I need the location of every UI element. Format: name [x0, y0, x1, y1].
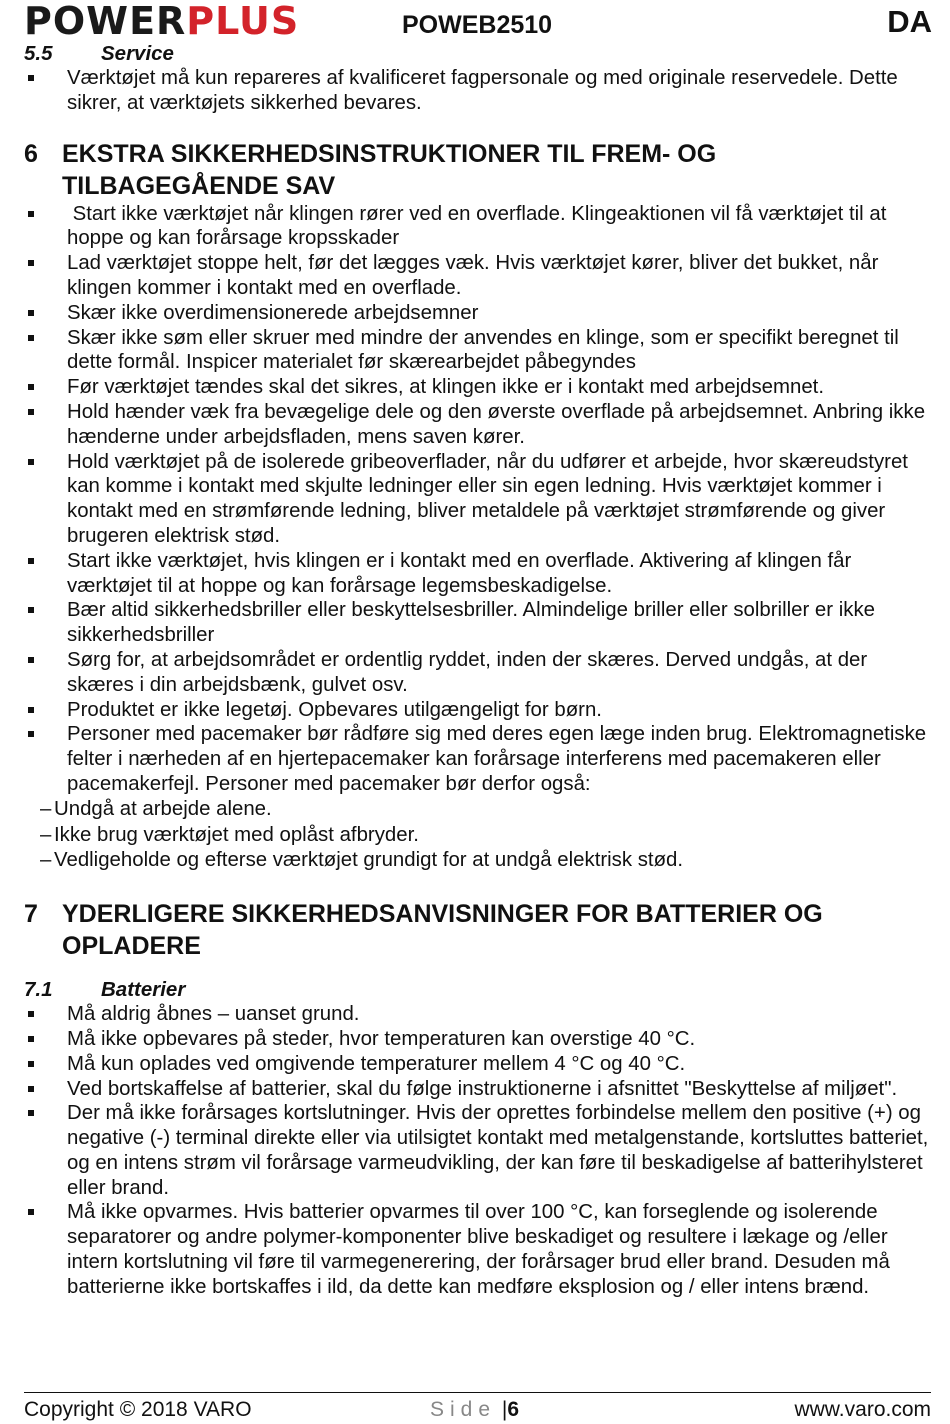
list-item: [24, 326, 930, 376]
section-heading-7: [24, 898, 930, 962]
bullet-marker: [28, 657, 34, 663]
subsection-heading-batterier: [24, 978, 930, 1002]
list-item: [24, 1200, 930, 1299]
battery-bullet-list: [24, 1002, 930, 1300]
bullet-marker: [28, 558, 34, 564]
bullet-marker: [28, 310, 34, 316]
list-item-text: Bær altid sikkerhedsbriller eller beskyttelsesbriller. Almindelige briller eller solbriller er ikke sikkerhedsbriller: [67, 599, 875, 647]
subsection-title: Service: [101, 42, 174, 65]
bullet-marker: [28, 1036, 34, 1042]
bullet-marker: [28, 335, 34, 341]
document-body: [24, 42, 930, 1300]
list-item: [24, 1077, 930, 1102]
page-number: 6: [507, 1398, 520, 1421]
bullet-marker: [28, 409, 34, 415]
list-item-text: Vedligeholde og efterse værktøjet grundigt for at undgå elektrisk stød.: [54, 849, 684, 872]
list-item-text: Ikke brug værktøjet med oplåst afbryder.: [54, 823, 419, 846]
list-item-text: Må ikke opvarmes. Hvis batterier opvarmes til over 100 °C, kan forseglende og isolerende separatorer og andre polymer-komponenter blive beskadiget og resultere i lækage og /eller intern kortslutning vil føre til varmegenerering, der forårsager brud eller brand. Desuden må batterierne ikke bortskaffes i ild, da dette kan medføre eksplosion og / eller intens brænd.: [67, 1201, 890, 1298]
bullet-marker: [28, 260, 34, 266]
list-item: [24, 698, 930, 723]
list-item: [24, 1027, 930, 1052]
page-header: [0, 0, 950, 44]
list-item: [24, 549, 930, 599]
section-heading-6: [24, 138, 930, 202]
dash-marker: –: [40, 797, 52, 820]
list-item: [24, 848, 930, 874]
list-item: [24, 66, 930, 116]
list-item-text: Skær ikke overdimensionerede arbejdsemner: [67, 301, 479, 324]
list-item-text: Lad værktøjet stoppe helt, før det lægges væk. Hvis værktøjet kører, bliver det bukket, når klingen kommer i kontakt med en overflade.: [67, 252, 879, 299]
list-item: [24, 1052, 930, 1077]
list-item: [24, 202, 930, 252]
list-item: [24, 251, 930, 301]
list-item-text: Produktet er ikke legetøj. Opbevares utilgængeligt for børn.: [67, 698, 602, 721]
side-label: Side: [430, 1398, 497, 1421]
bullet-marker: [28, 731, 34, 737]
page-separator: |: [501, 1398, 508, 1421]
section-number: 6: [24, 139, 38, 168]
list-item-text: Skær ikke søm eller skruer med mindre der anvendes en klinge, som er specifikt beregnet til dette formål. Inspicer materialet før skærearbejdet påbegyndes: [67, 326, 899, 374]
list-item-text: Må ikke opbevares på steder, hvor temperaturen kan overstige 40 °C.: [67, 1027, 696, 1050]
list-item-text: Må aldrig åbnes – uanset grund.: [67, 1003, 360, 1026]
language-code: DA: [887, 4, 932, 39]
list-item-text: Ved bortskaffelse af batterier, skal du følge instruktionerne i afsnittet "Beskyttelse af miljøet".: [67, 1077, 898, 1100]
subsection-heading-service: [24, 42, 930, 66]
section-number: 7: [24, 900, 38, 929]
section-title: YDERLIGERE SIKKERHEDSANVISNINGER FOR BATTERIER OG OPLADERE: [62, 900, 823, 961]
list-item-text: Værktøjet må kun repareres af kvalificeret fagpersonale og med originale reservedele. Dette sikrer, at værktøjets sikkerhed bevares.: [67, 67, 898, 114]
list-item: [24, 400, 930, 450]
list-item-text: Start ikke værktøjet, hvis klingen er i kontakt med en overflade. Aktivering af klingen får værktøjet til at hoppe og kan forårsage legemsbeskadigelse.: [67, 549, 852, 597]
service-bullet-list: [24, 66, 930, 116]
saw-safety-bullet-list: [24, 202, 930, 797]
copyright-text: Copyright © 2018 VARO: [24, 1398, 252, 1421]
list-item-text: Personer med pacemaker bør rådføre sig med deres egen læge inden brug. Elektromagnetiske felter i nærheden af en hjertepacemaker kan forårsage interferens med pacemakeren eller pacemakerfejl. Personer med pacemaker bør derfor også:: [67, 723, 927, 795]
subsection-number: 7.1: [24, 978, 53, 1002]
list-item: [24, 301, 930, 326]
list-item: [24, 797, 930, 823]
subsection-title: Batterier: [101, 978, 186, 1002]
bullet-marker: [28, 459, 34, 465]
dash-marker: –: [40, 823, 52, 846]
website-link[interactable]: www.varo.com: [794, 1398, 931, 1421]
list-item: [24, 823, 930, 849]
bullet-marker: [28, 211, 34, 217]
section-title: EKSTRA SIKKERHEDSINSTRUKTIONER TIL FREM- OG TILBAGEGÅENDE SAV: [62, 139, 717, 200]
list-item: [24, 598, 930, 648]
bullet-marker: [28, 75, 34, 81]
bullet-marker: [28, 1209, 34, 1215]
list-item: [24, 1101, 930, 1200]
list-item-text: Undgå at arbejde alene.: [54, 797, 272, 820]
bullet-marker: [28, 607, 34, 613]
list-item-text: Hold hænder væk fra bevægelige dele og den øverste overflade på arbejdsemnet. Anbring ikke hænderne under arbejdsfladen, mens saven kører.: [67, 400, 926, 448]
list-item-text: Må kun oplades ved omgivende temperaturer mellem 4 °C og 40 °C.: [67, 1052, 686, 1075]
logo-part-power: POWER: [24, 0, 187, 43]
page-footer: [24, 1392, 931, 1421]
list-item: [24, 722, 930, 796]
list-item: [24, 648, 930, 698]
list-item-text: Start ikke værktøjet når klingen rører ved en overflade. Klingeaktionen vil få værktøjet til at hoppe og kan forårsage kropsskader: [67, 202, 893, 250]
model-number: POWEB2510: [402, 11, 553, 39]
list-item-text: Hold værktøjet på de isolerede gribeoverflader, når du udfører et arbejde, hvor skæreudstyret kan komme i kontakt med skjulte ledninger eller sin egen ledning. Hvis værktøjet kommer i kontakt med en strømførende ledning, bliver metaldele på værktøjet strømførende og giver brugeren elektrisk stød.: [67, 450, 908, 547]
list-item-text: Sørg for, at arbejdsområdet er ordentlig ryddet, inden der skæres. Derved undgås, at der skæres i din arbejdsbænk, gulvet osv.: [67, 648, 868, 696]
page-indicator: [430, 1397, 519, 1423]
bullet-marker: [28, 1011, 34, 1017]
bullet-marker: [28, 707, 34, 713]
bullet-marker: [28, 1061, 34, 1067]
logo-part-plus: PLUS: [186, 0, 300, 43]
pacemaker-dash-list: [24, 797, 930, 874]
bullet-marker: [28, 1110, 34, 1116]
list-item: [24, 1002, 930, 1027]
list-item-text: Før værktøjet tændes skal det sikres, at klingen ikke er i kontakt med arbejdsemnet.: [67, 376, 825, 399]
list-item-text: Der må ikke forårsages kortslutninger. Hvis der oprettes forbindelse mellem den positive (+) og negative (-) terminal direkte eller via utilsigtet kontakt med metalgenstande, kortsluttes batteriet, og en intens strøm vil forårsage varmeudvikling, der kan føre til beskadigelse af batterihylsteret eller brand.: [67, 1102, 929, 1199]
powerplus-logo: [24, 0, 299, 42]
bullet-marker: [28, 384, 34, 390]
bullet-marker: [28, 1086, 34, 1092]
dash-marker: –: [40, 849, 52, 872]
subsection-number: 5.5: [24, 42, 53, 65]
list-item: [24, 375, 930, 400]
list-item: [24, 450, 930, 549]
